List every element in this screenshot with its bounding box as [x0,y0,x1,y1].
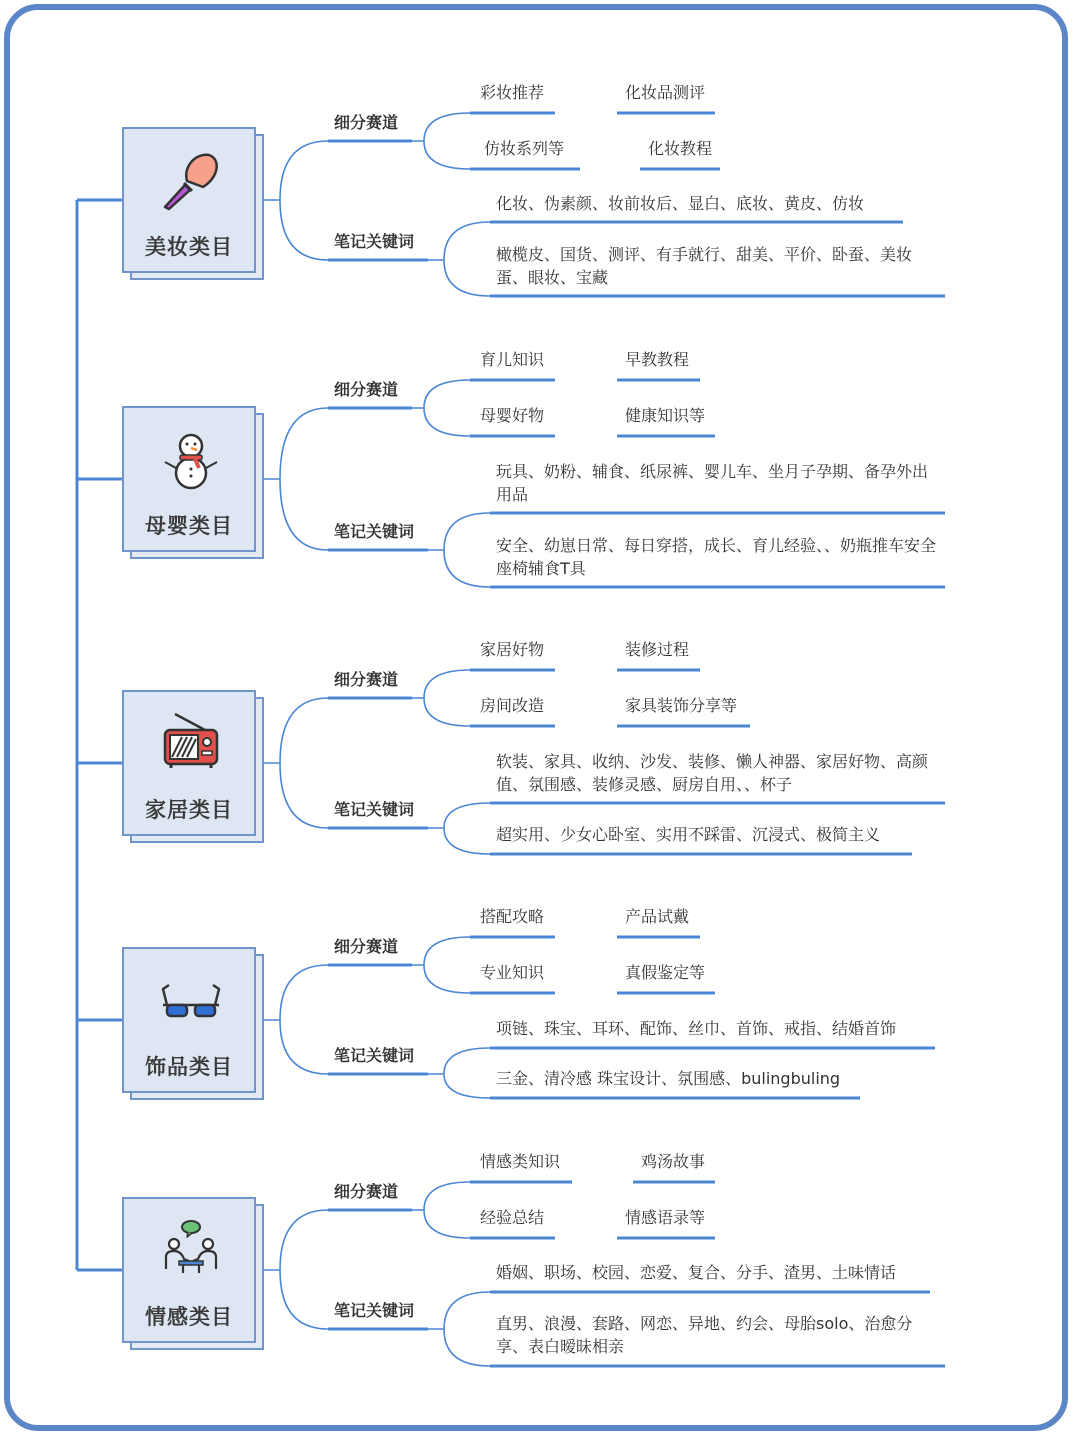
track-item: 家具装饰分享等 [625,696,738,715]
keyword-label: 笔记关键词 [334,1046,415,1065]
keyword-line: 超实用、少女心卧室、实用不踩雷、沉浸式、极简主义 [496,825,881,844]
category-card-beauty[interactable] [122,127,256,273]
keyword-line: 化妆、伪素颜、妆前妆后、显白、底妆、黄皮、仿妆 [496,194,865,213]
track-item: 经验总结 [480,1208,545,1227]
track-item: 彩妆推荐 [480,83,545,102]
keyword-line: 安全、幼崽日常、每日穿搭，成长、育儿经验、、奶瓶推车安全座椅辅食T具 [496,536,937,578]
makeup-brush-icon [159,147,223,211]
track-item: 化妆品测评 [625,83,706,102]
keyword-line: 软装、家具、收纳、沙发、装修、懒人神器、家居好物、高颜值、氛围感、装修灵感、厨房自用、、杯子 [496,752,929,794]
track-item: 化妆教程 [648,139,713,158]
category-title: 饰品类目 [145,1055,233,1079]
keyword-label: 笔记关键词 [334,522,415,541]
keyword-label: 笔记关键词 [334,1301,415,1320]
track-item: 产品试戴 [625,907,690,926]
category-card-baby[interactable] [122,406,256,552]
category-title: 母婴类目 [145,514,233,538]
track-item: 搭配攻略 [480,907,545,926]
track-item: 母婴好物 [480,406,545,425]
track-item: 专业知识 [480,963,545,982]
subtrack-label: 细分赛道 [334,113,399,132]
keyword-line: 直男、浪漫、套路、网恋、异地、约会、母胎solo、治愈分享、表白暧昧相亲 [496,1314,913,1356]
subtrack-label: 细分赛道 [334,937,399,956]
track-item: 鸡汤故事 [641,1152,706,1171]
category-title: 情感类目 [145,1305,233,1329]
track-item: 育儿知识 [480,350,545,369]
conversation-icon [159,1217,223,1281]
track-item: 健康知识等 [625,406,706,425]
track-item: 情感语录等 [625,1208,706,1227]
keyword-line: 婚姻、职场、校园、恋爱、复合、分手、渣男、土味情话 [496,1263,897,1282]
track-item: 房间改造 [480,696,545,715]
subtrack-label: 细分赛道 [334,380,399,399]
radio-icon [159,710,223,774]
track-item: 真假鉴定等 [625,963,706,982]
track-item: 家居好物 [480,640,545,659]
track-item: 早教教程 [625,350,690,369]
keyword-line: 橄榄皮、国货、测评、有手就行、甜美、平价、卧蚕、美妆蛋、眼妆、宝藏 [496,245,913,287]
keyword-line: 三金、清冷感 珠宝设计、氛围感、bulingbuling [496,1069,841,1088]
category-card-emotion[interactable] [122,1197,256,1343]
track-item: 情感类知识 [480,1152,561,1171]
category-card-accessories[interactable] [122,947,256,1093]
glasses-icon [159,967,223,1031]
keyword-line: 玩具、奶粉、辅食、纸尿裤、婴儿车、坐月子孕期、备孕外出用品 [496,462,929,504]
category-title: 美妆类目 [145,235,233,259]
snowman-icon [159,426,223,490]
track-item: 装修过程 [625,640,690,659]
category-card-home[interactable] [122,690,256,836]
keyword-line: 项链、珠宝、耳环、配饰、丝巾、首饰、戒指、结婚首饰 [496,1019,897,1038]
subtrack-label: 细分赛道 [334,670,399,689]
category-title: 家居类目 [145,798,233,822]
keyword-label: 笔记关键词 [334,232,415,251]
keyword-label: 笔记关键词 [334,800,415,819]
subtrack-label: 细分赛道 [334,1182,399,1201]
track-item: 仿妆系列等 [484,139,565,158]
